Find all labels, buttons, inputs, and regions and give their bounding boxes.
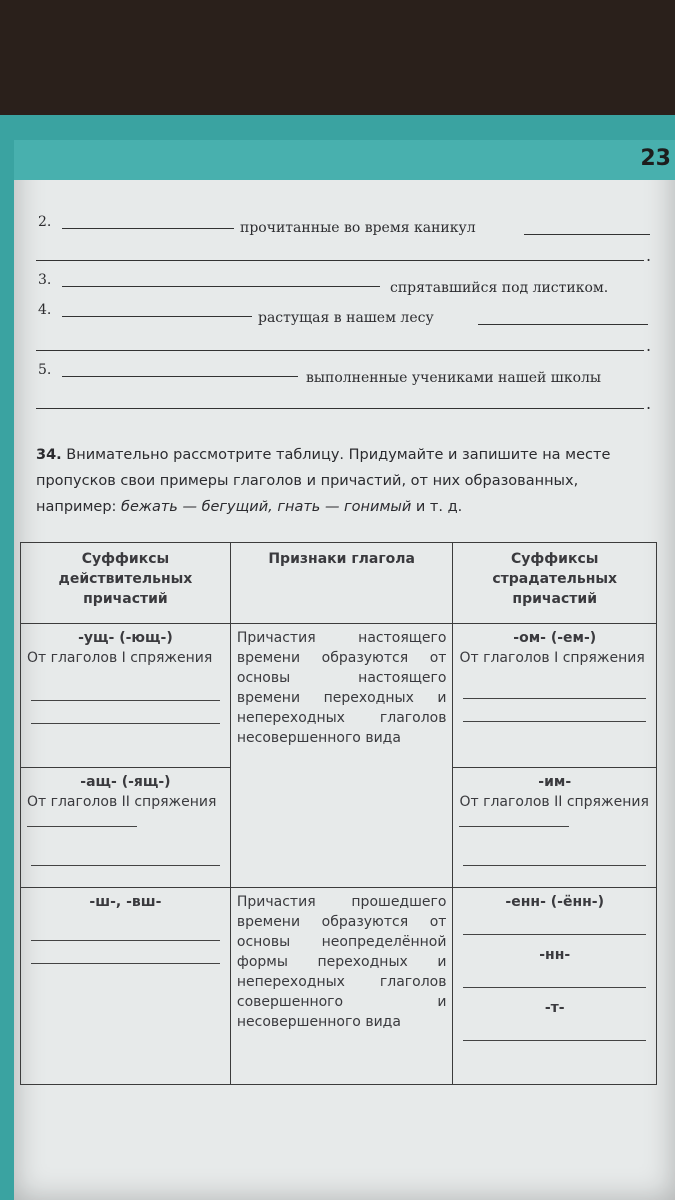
task-text: Внимательно рассмотрите таблицу. Придумайте и запишите на месте пропусков свои примеры глаголов и причастий, от них образованных, например: xyxy=(36,447,611,515)
answer-blank[interactable] xyxy=(31,918,220,941)
cell-active-ushch xyxy=(21,624,231,768)
answer-blank[interactable] xyxy=(62,228,234,229)
line-number: 2. xyxy=(38,214,52,230)
suffix-label: -енн- (-ённ-) xyxy=(505,894,605,910)
suffix-note: От глаголов II спряжения xyxy=(27,794,217,810)
exercise-text: спрятавшийся под листиком. xyxy=(390,280,609,296)
suffix-note: От глаголов I спряжения xyxy=(27,650,213,666)
suffix-note: От глаголов I спряжения xyxy=(459,650,645,666)
task-tail: и т. д. xyxy=(415,499,463,515)
cell-past-description xyxy=(230,888,453,1085)
answer-blank[interactable] xyxy=(27,812,137,827)
suffix-label: -т- xyxy=(544,1000,565,1016)
answer-blank[interactable] xyxy=(31,678,220,701)
task-34 xyxy=(36,442,661,520)
exercise-text: растущая в нашем лесу xyxy=(258,310,434,326)
description-text: Причастия прошедшего времени образуются от основы неопределённой формы переходных и непереходных глаголов совершенного и несовершенного вида xyxy=(236,894,447,1030)
header-passive-suffixes: Суффиксы страдательных причастий xyxy=(453,543,657,624)
cell-passive-past xyxy=(453,888,657,1085)
participles-table xyxy=(20,542,657,1085)
answer-blank[interactable] xyxy=(463,965,646,988)
answer-blank[interactable] xyxy=(36,350,644,351)
cell-active-ashch xyxy=(21,768,231,888)
cell-present-description xyxy=(230,624,453,888)
suffix-label: -им- xyxy=(538,774,572,790)
period-mark: . xyxy=(646,394,652,413)
answer-blank[interactable] xyxy=(463,843,646,866)
answer-blank[interactable] xyxy=(524,234,650,235)
description-text: Причастия настоящего времени образуются от основы настоящего времени переходных и непереходных глаголов несовершенного вида xyxy=(236,630,447,746)
answer-blank[interactable] xyxy=(478,324,648,325)
answer-blank[interactable] xyxy=(62,286,380,287)
line-number: 5. xyxy=(38,362,52,378)
suffix-label: -ш-, -вш- xyxy=(89,894,162,910)
workbook-page xyxy=(14,140,675,1200)
period-mark: . xyxy=(646,336,652,355)
suffix-label: -ом- (-ем-) xyxy=(513,630,597,646)
line-number: 4. xyxy=(38,302,52,318)
answer-blank[interactable] xyxy=(62,316,252,317)
answer-blank[interactable] xyxy=(463,676,646,699)
suffix-note: От глаголов II спряжения xyxy=(459,794,649,810)
exercise-text: прочитанные во время каникул xyxy=(240,220,476,236)
cell-active-sh xyxy=(21,888,231,1085)
answer-blank[interactable] xyxy=(463,912,646,935)
page-header-bar xyxy=(14,140,675,180)
suffix-label: -нн- xyxy=(539,947,571,963)
header-verb-features: Признаки глагола xyxy=(230,543,453,624)
answer-blank[interactable] xyxy=(62,376,298,377)
page-number: 23 xyxy=(640,146,671,171)
answer-blank[interactable] xyxy=(459,812,569,827)
answer-blank[interactable] xyxy=(463,699,646,722)
suffix-label: -ащ- (-ящ-) xyxy=(80,774,171,790)
cell-passive-om xyxy=(453,624,657,768)
exercise-text: выполненные учениками нашей школы xyxy=(306,370,602,386)
line-number: 3. xyxy=(38,272,52,288)
suffix-label: -ущ- (-ющ-) xyxy=(78,630,173,646)
period-mark: . xyxy=(646,246,652,265)
answer-blank[interactable] xyxy=(36,260,644,261)
answer-blank[interactable] xyxy=(31,941,220,964)
cell-passive-im xyxy=(453,768,657,888)
task-example: бежать — бегущий, гнать — гонимый xyxy=(121,499,412,515)
answer-blank[interactable] xyxy=(463,1018,646,1041)
answer-blank[interactable] xyxy=(31,843,220,866)
header-active-suffixes: Суффиксы действительных причастий xyxy=(21,543,231,624)
answer-blank[interactable] xyxy=(31,701,220,724)
task-number: 34. xyxy=(36,447,62,463)
answer-blank[interactable] xyxy=(36,408,644,409)
